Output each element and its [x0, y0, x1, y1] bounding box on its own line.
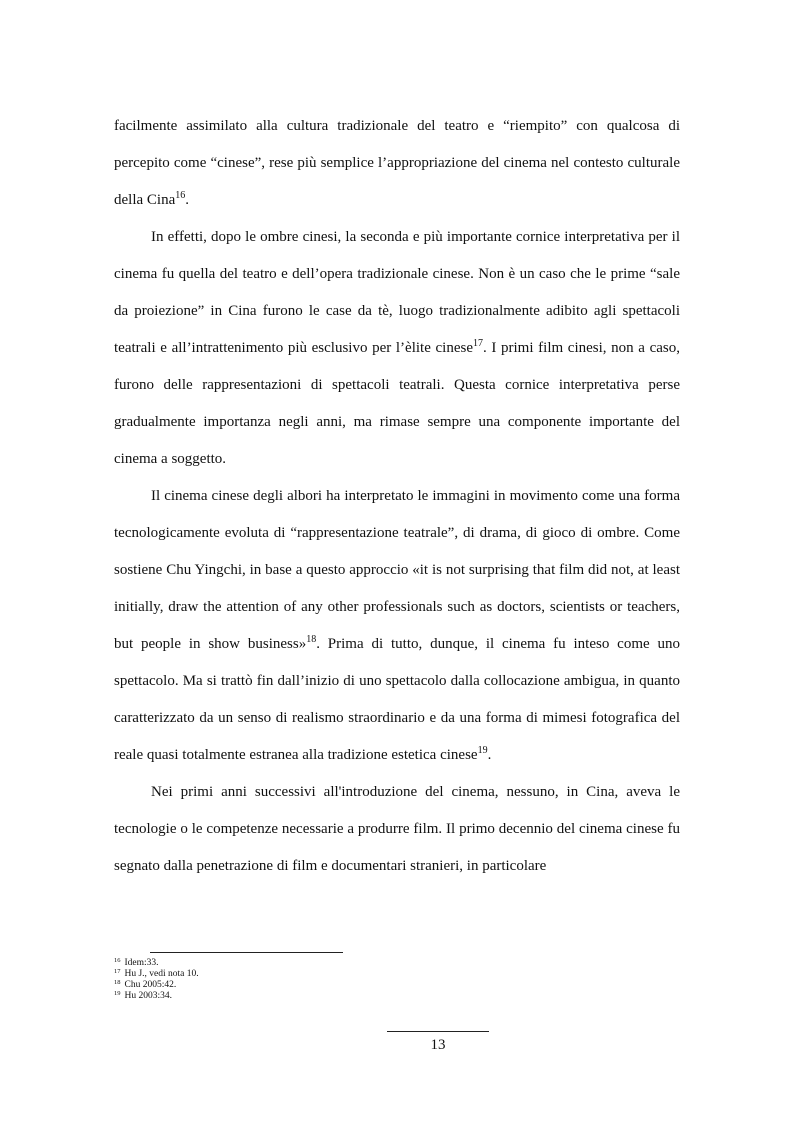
- footnote-ref: 16: [175, 190, 186, 201]
- footnote: $^{19}$ Hu 2003:34.: [114, 990, 172, 1001]
- footnotes: [114, 958, 199, 1002]
- page-number: 13: [430, 1037, 446, 1053]
- page-number-rule: [387, 1031, 489, 1032]
- paragraph: In effetti, dopo le ombre cinesi, la seconda e più importante cornice interpretativa per il cinema fu quella del teatro e dell’opera tradizionale cinese. Non è un caso che le prime “sale da proiezione” in Cina furono le case da tè, luogo tradizionalmente adibito agli spettacoli teatrali e all’intrattenimento più esclusivo per l’èlite cinese$^{17}$. I primi film cinesi, non a caso, furono delle rappresentazioni di spettacoli teatrali. Questa cornice interpretativa perse gradualmente importanza negli anni, ma rimase sempre una componente importante del cinema a soggetto.: [114, 229, 680, 467]
- paragraph: Nei primi anni successivi all'introduzione del cinema, nessuno, in Cina, aveva le tecnologie o le competenze necessarie a produrre film. Il primo decennio del cinema cinese fu segnato dalla penetrazione di film e documentari stranieri, in particolare: [114, 784, 680, 874]
- footnote-ref: 17: [473, 338, 483, 349]
- paragraph: Il cinema cinese degli albori ha interpretato le immagini in movimento come una forma tecnologicamente evoluta di “rappresentazione teatrale”, di drama, di gioco di ombre. Come sostiene Chu Yingchi, in base a questo approccio «it is not surprising that film did not, at least initially, draw the attention of any other professionals such as doctors, scientists or teachers, but people in show business»$^{18}$. Prima di tutto, dunque, il cinema fu inteso come uno spettacolo. Ma si trattò fin dall’inizio di uno spettacolo dalla collocazione ambigua, in quanto caratterizzato da un senso di realismo straordinario e da una forma di mimesi fotografica del reale quasi totalmente estranea alla tradizione estetica cinese$^{19}$.: [114, 488, 680, 763]
- footnote: $^{17}$ Hu J., vedi nota 10.: [114, 968, 199, 979]
- paragraph: facilmente assimilato alla cultura tradizionale del teatro e “riempito” con qualcosa di percepito come “cinese”, rese più semplice l’appropriazione del cinema nel contesto culturale della Cina$^{16}$.: [114, 118, 680, 208]
- footnote-ref: 18: [306, 634, 317, 645]
- footnote: $^{18}$ Chu 2005:42.: [114, 979, 177, 990]
- footnote-ref: 19: [477, 745, 488, 756]
- body-text: [114, 108, 680, 885]
- footnote-separator: [150, 952, 343, 953]
- footnote: $^{16}$ Idem:33.: [114, 957, 159, 968]
